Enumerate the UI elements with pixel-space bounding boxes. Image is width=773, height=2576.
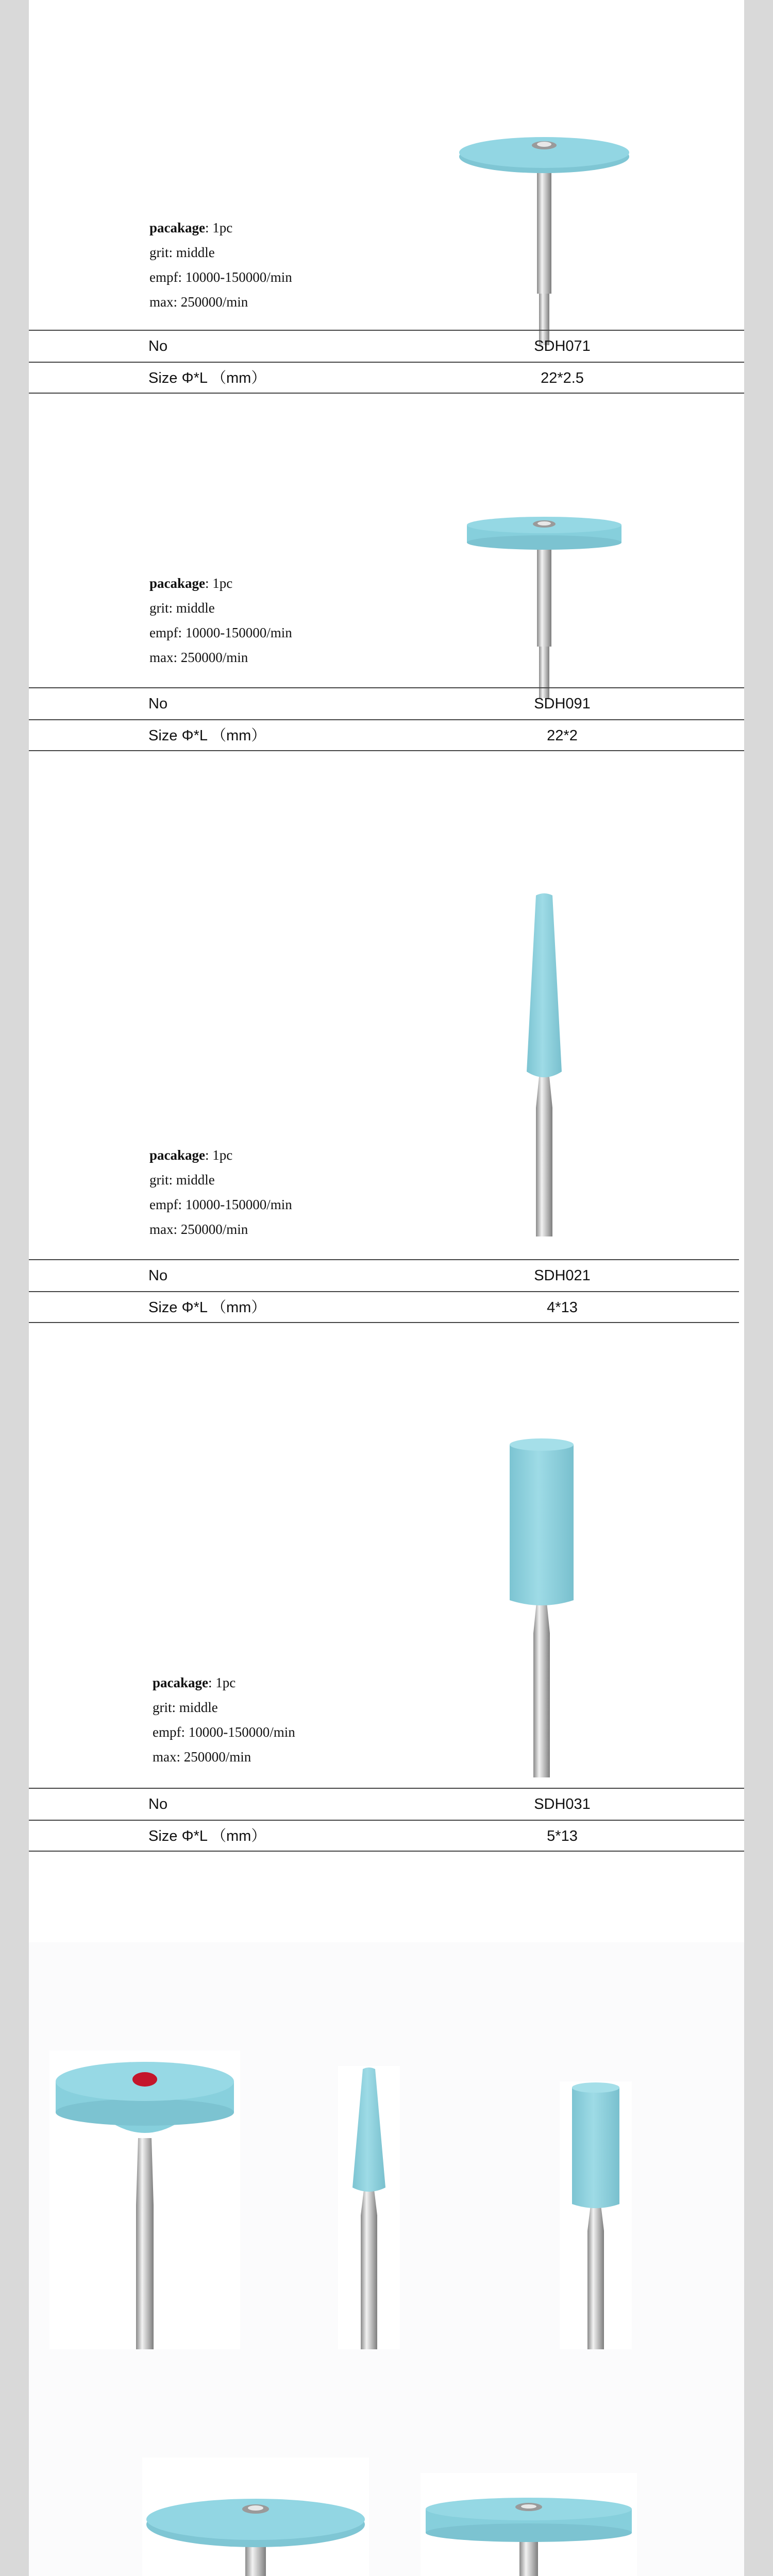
spec-line-package: pacakage: 1pc <box>149 220 233 235</box>
spec-line-grit: grit: middle <box>149 245 215 260</box>
size-value: 5*13 <box>547 1828 578 1844</box>
table-row-no <box>29 687 744 719</box>
table-row-size <box>29 719 744 751</box>
size-value: 22*2.5 <box>541 370 584 386</box>
product-section-sdh031 <box>29 1324 744 1855</box>
spec-list <box>153 1670 295 1769</box>
spec-list <box>149 215 292 314</box>
gallery-image-wheel <box>49 2050 240 2349</box>
spec-table <box>29 1259 739 1323</box>
gallery-image-thin-disc <box>142 2458 369 2576</box>
table-row-size <box>29 1820 744 1852</box>
model-number: SDH031 <box>534 1796 591 1812</box>
spec-line-package: pacakage: 1pc <box>153 1675 236 1690</box>
product-page <box>29 0 744 2576</box>
spec-line-empf: empf: 10000-150000/min <box>149 269 292 285</box>
spec-table <box>29 687 744 751</box>
product-section-sdh091 <box>29 392 744 752</box>
table-row-no <box>29 1259 739 1291</box>
spec-line-empf: empf: 10000-150000/min <box>153 1724 295 1740</box>
row-label: Size Φ*L （mm） <box>148 1299 266 1316</box>
spec-line-max: max: 250000/min <box>149 650 248 665</box>
table-row-size <box>29 362 744 394</box>
spec-line-empf: empf: 10000-150000/min <box>149 1197 292 1212</box>
gallery-image-disc <box>421 2473 637 2576</box>
gallery-image-cylinder <box>560 2081 632 2349</box>
model-number: SDH071 <box>534 338 591 354</box>
size-value: 4*13 <box>547 1299 578 1316</box>
product-gallery <box>29 1942 744 2576</box>
row-label: Size Φ*L （mm） <box>148 727 266 744</box>
spec-table <box>29 330 744 394</box>
spec-line-grit: grit: middle <box>149 1172 215 1188</box>
product-image-cylinder <box>500 1437 583 1777</box>
product-image-taper <box>513 891 575 1236</box>
model-number: SDH021 <box>534 1267 591 1284</box>
table-row-no <box>29 1788 744 1820</box>
row-label: Size Φ*L （mm） <box>148 370 266 386</box>
size-value: 22*2 <box>547 727 578 744</box>
row-label: No <box>148 338 168 354</box>
product-image-disc <box>457 507 632 698</box>
table-row-no <box>29 330 744 362</box>
product-section-sdh021 <box>29 752 744 1324</box>
spec-list <box>149 571 292 670</box>
spec-line-package: pacakage: 1pc <box>149 1147 233 1163</box>
spec-line-empf: empf: 10000-150000/min <box>149 625 292 640</box>
spec-table <box>29 1788 744 1852</box>
row-label: No <box>148 1267 168 1284</box>
row-label: Size Φ*L （mm） <box>148 1828 266 1844</box>
spec-list <box>149 1143 292 1242</box>
spec-line-max: max: 250000/min <box>149 294 248 310</box>
gallery-image-taper <box>338 2066 400 2349</box>
row-label: No <box>148 696 168 712</box>
row-label: No <box>148 1796 168 1812</box>
spec-line-max: max: 250000/min <box>153 1749 251 1765</box>
spec-line-grit: grit: middle <box>149 600 215 616</box>
spec-line-max: max: 250000/min <box>149 1222 248 1237</box>
table-row-size <box>29 1291 739 1323</box>
product-section-sdh071 <box>29 0 744 392</box>
spec-line-grit: grit: middle <box>153 1700 218 1715</box>
model-number: SDH091 <box>534 696 591 712</box>
spec-line-package: pacakage: 1pc <box>149 575 233 591</box>
product-image-disc-thin <box>451 124 637 345</box>
